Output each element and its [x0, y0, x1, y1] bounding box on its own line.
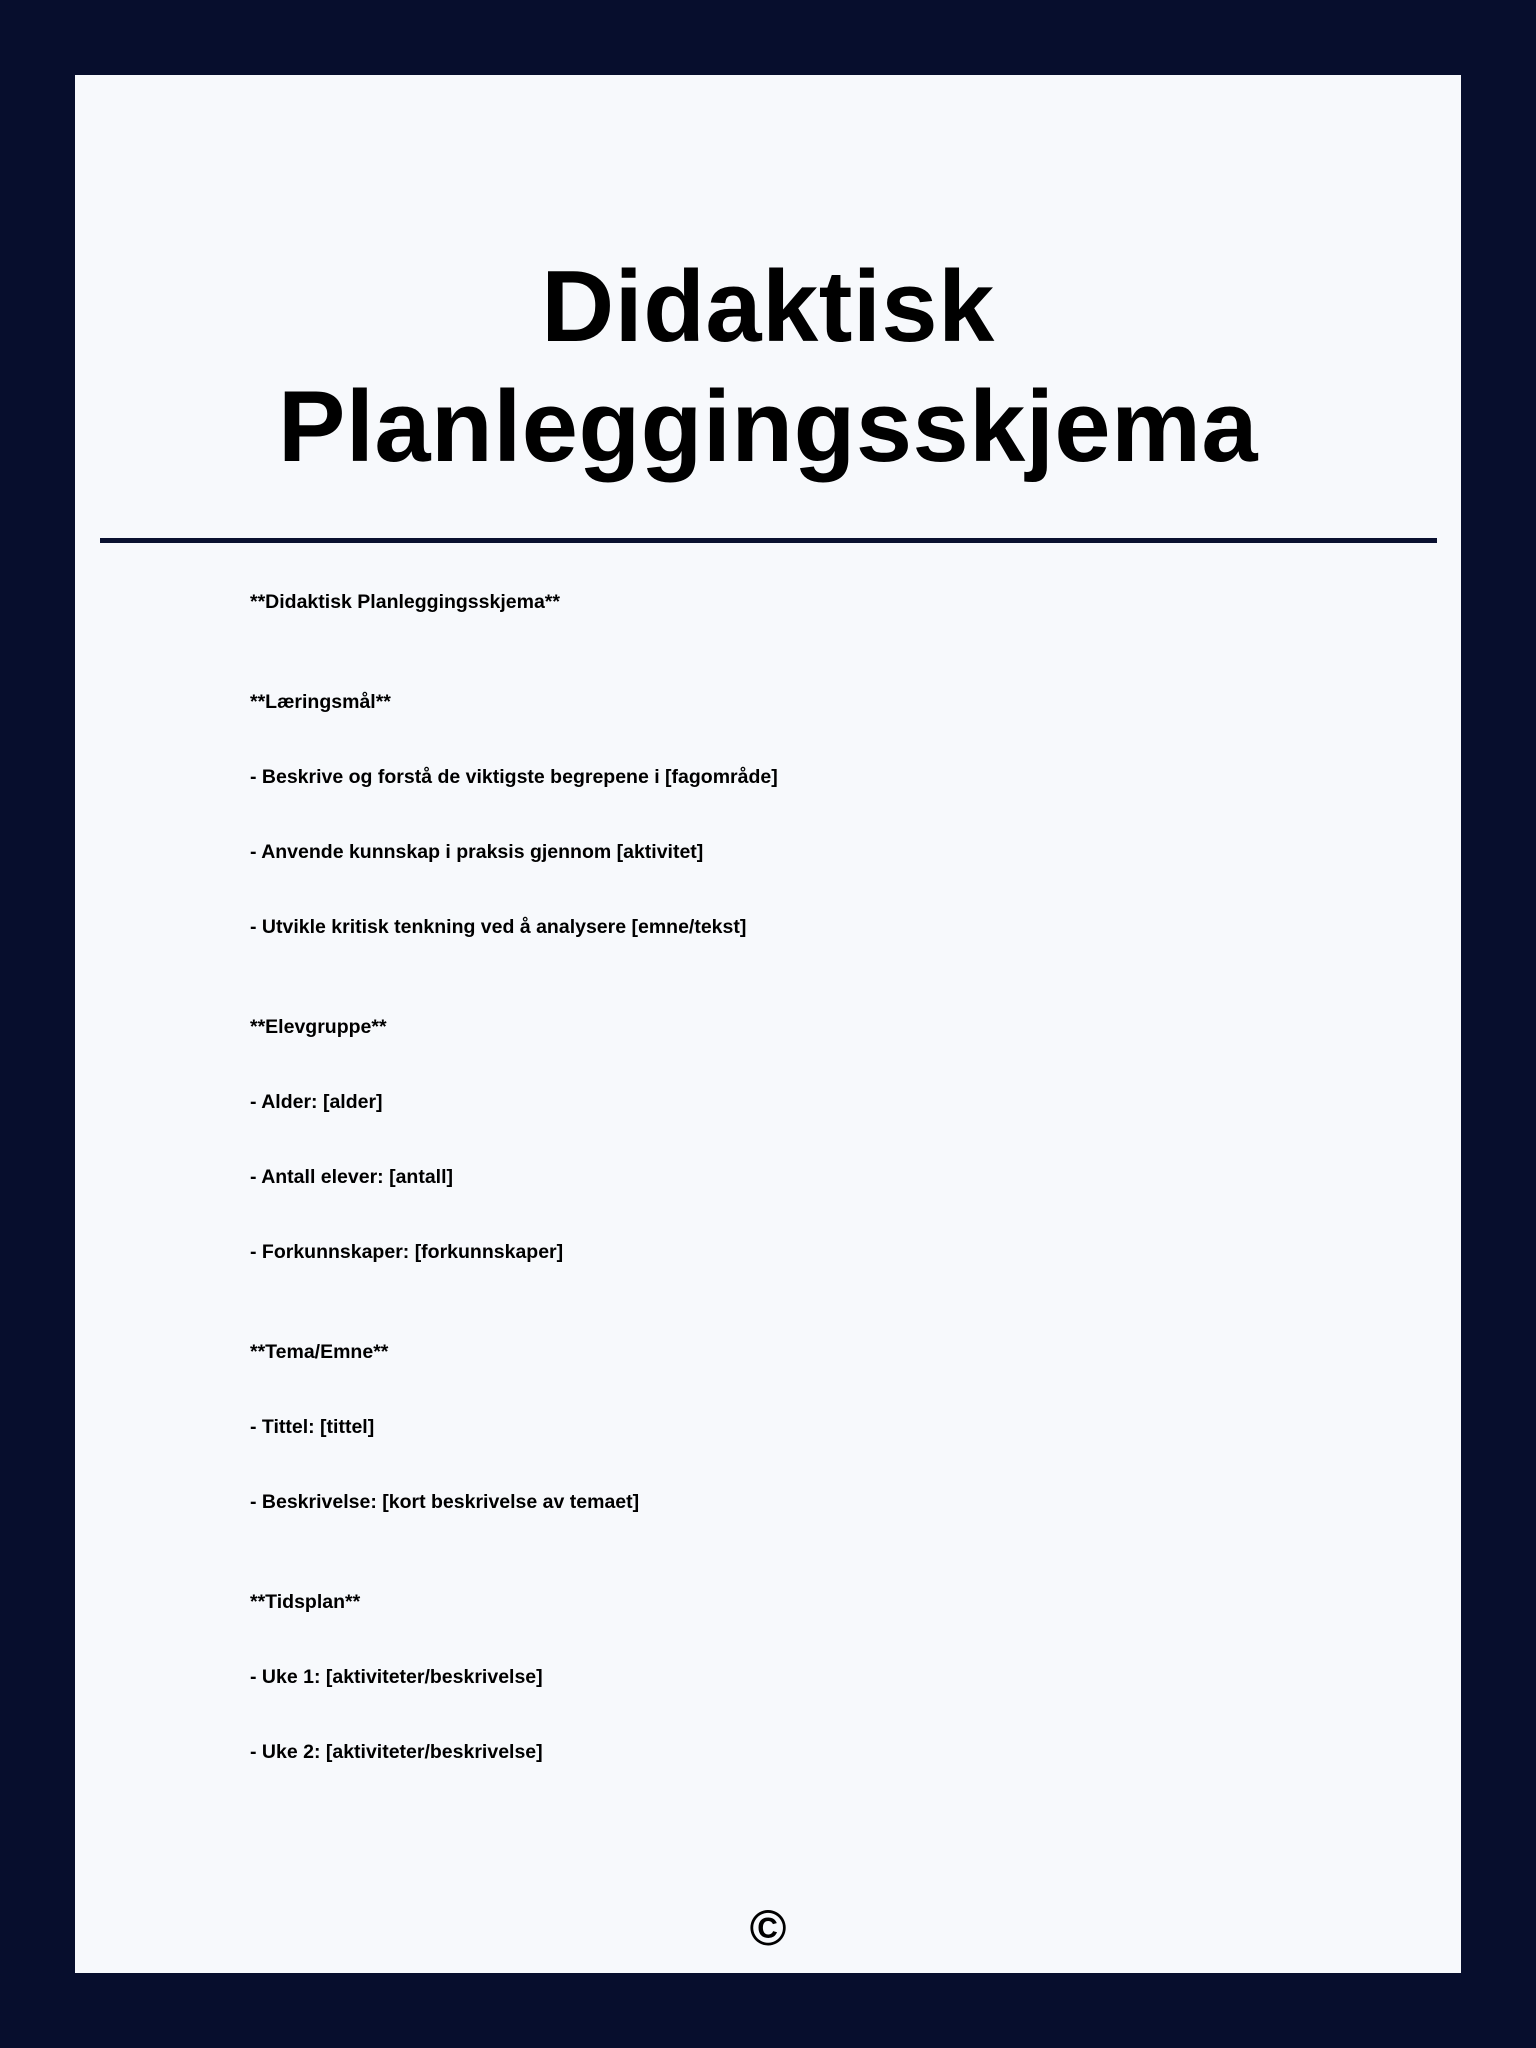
section-elevgruppe — [250, 990, 1350, 1290]
section-title: **Tidsplan** — [250, 1591, 361, 1613]
section-tema-emne — [250, 1315, 1350, 1540]
list-item: - Utvikle kritisk tenkning ved å analysere [emne/tekst] — [250, 916, 747, 938]
list-item: - Forkunnskaper: [forkunnskaper] — [250, 1241, 564, 1263]
document-body — [250, 565, 1350, 1790]
list-item: - Uke 1: [aktiviteter/beskrivelse] — [250, 1666, 543, 1688]
page-title — [75, 247, 1461, 487]
document-page — [75, 75, 1461, 1973]
copyright-icon: © — [749, 1900, 787, 1956]
section-title: **Elevgruppe** — [250, 1016, 387, 1038]
section-tidsplan — [250, 1565, 1350, 1790]
list-item: - Alder: [alder] — [250, 1091, 383, 1113]
section-laeringsmal — [250, 665, 1350, 965]
list-item: - Tittel: [tittel] — [250, 1416, 375, 1438]
section-title: **Læringsmål** — [250, 691, 391, 713]
section-title: **Tema/Emne** — [250, 1341, 389, 1363]
title-line-1: Didaktisk — [541, 251, 995, 363]
list-item: - Uke 2: [aktiviteter/beskrivelse] — [250, 1741, 543, 1763]
title-divider — [100, 538, 1437, 543]
list-item: - Beskrive og forstå de viktigste begrepene i [fagområde] — [250, 766, 778, 788]
document-heading: **Didaktisk Planleggingsskjema** — [250, 591, 560, 613]
title-line-2: Planleggingsskjema — [277, 371, 1259, 483]
list-item: - Beskrivelse: [kort beskrivelse av temaet] — [250, 1491, 640, 1513]
list-item: - Antall elever: [antall] — [250, 1166, 453, 1188]
list-item: - Anvende kunnskap i praksis gjennom [aktivitet] — [250, 841, 704, 863]
